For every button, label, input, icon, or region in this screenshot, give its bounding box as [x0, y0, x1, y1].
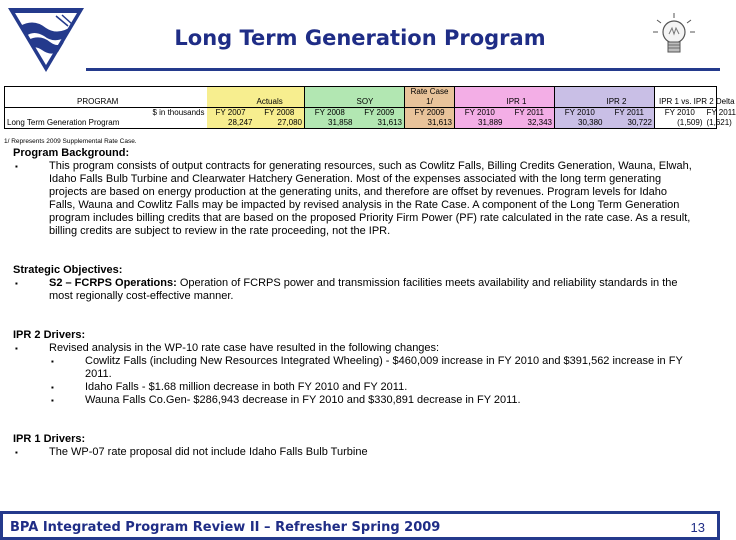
list-item — [13, 342, 693, 355]
col-header: FY 2011 — [505, 108, 555, 119]
col-header: FY 2008 — [255, 108, 305, 119]
header-program: PROGRAM — [77, 97, 119, 106]
list-item — [13, 277, 693, 303]
table-cell: 30,380 — [555, 118, 605, 129]
list-item — [13, 381, 693, 394]
col-header: FY 2010 — [655, 108, 705, 119]
bullet-text: This program consists of output contracts for generating resources, such as Cowlitz Falls, Billing Credits Generation, Wauna, Elwah, Idaho Falls Bulb Turbine and Clearwater Hatchery Generation. Most of the expenses associated with the long term generating projects are based on energy production at the generating units, and therefore are offset by revenues. Program levels for Idaho Falls, Wauna and Cowlitz Falls may be impacted by revised analysis in the Rate Case. A component of the Long Term Generation program includes billing credits that are based on the proposed Priority Firm Power (PF) rate calculated in the rate case. As a result, billing credits are subject to review in the rate proceeding, not the IPR. — [49, 160, 692, 237]
col-header: FY 2008 — [305, 108, 355, 119]
list-item — [13, 160, 693, 238]
col-header: FY 2010 — [555, 108, 605, 119]
table-cell: 31,613 — [405, 118, 455, 129]
page-number: 13 — [690, 520, 705, 535]
bullet-icon: ▪ — [15, 162, 18, 171]
table-cell: 31,613 — [355, 118, 405, 129]
table-cell: 27,080 — [255, 118, 305, 129]
header-ipr2: IPR 2 — [605, 97, 655, 108]
footer-title: BPA Integrated Program Review II – Refresher Spring 2009 — [10, 520, 441, 535]
list-item — [13, 446, 693, 459]
col-header: FY 2007 — [207, 108, 255, 119]
bullet-icon: ▪ — [51, 357, 54, 366]
section-heading: IPR 1 Drivers: — [13, 433, 86, 445]
table-cell: 28,247 — [207, 118, 255, 129]
col-header: FY 2011 — [605, 108, 655, 119]
header-units: $ in thousands — [5, 108, 207, 119]
bullet-text: Wauna Falls Co.Gen- $286,943 decrease in FY 2010 and $330,891 decrease in FY 2011. — [85, 394, 521, 406]
table-footnote: 1/ Represents 2009 Supplemental Rate Case. — [4, 138, 137, 145]
table-cell: 31,858 — [305, 118, 355, 129]
lightbulb-icon — [652, 12, 696, 64]
table-cell: (1,621) — [706, 118, 732, 127]
table-row — [5, 118, 717, 129]
section-heading: Strategic Objectives: — [13, 264, 123, 276]
header-actuals: Actuals — [255, 97, 305, 108]
slide-body — [13, 147, 693, 459]
title-divider — [86, 68, 720, 71]
table-cell: 31,889 — [455, 118, 505, 129]
table-cell: 32,343 — [505, 118, 555, 129]
bullet-text: Revised analysis in the WP-10 rate case have resulted in the following changes: — [49, 342, 440, 354]
bullet-icon: ▪ — [15, 279, 18, 288]
bullet-text: Idaho Falls - $1.68 million decrease in both FY 2010 and FY 2011. — [85, 381, 408, 393]
bullet-icon: ▪ — [15, 448, 18, 457]
header-soy: SOY — [355, 97, 405, 108]
header-ipr1: IPR 1 — [505, 97, 555, 108]
section-heading: Program Background: — [13, 147, 130, 159]
bullet-text: Operation of FCRPS power and transmission facilities meets availability and reliability standards in the most regionally cost-effective manner. — [49, 277, 678, 302]
bullet-icon: ▪ — [51, 396, 54, 405]
section-heading: IPR 2 Drivers: — [13, 329, 86, 341]
page-title: Long Term Generation Program — [174, 26, 546, 50]
row-label: Long Term Generation Program — [7, 118, 120, 127]
table-header-row-2 — [5, 97, 717, 108]
col-header: FY 2009 — [355, 108, 405, 119]
bullet-text: The WP-07 rate proposal did not include Idaho Falls Bulb Turbine — [49, 446, 368, 458]
bullet-text: Cowlitz Falls (including New Resources Integrated Wheeling) - $460,009 increase in FY 2010 and $391,562 increase in FY 2011. — [85, 355, 683, 380]
bullet-icon: ▪ — [15, 344, 18, 353]
table-header-row-1 — [5, 87, 717, 98]
header-rate-case: Rate Case — [405, 87, 455, 98]
table-cell: 30,722 — [605, 118, 655, 129]
table-cell: (1,509) — [655, 118, 705, 129]
table-header-row-3 — [5, 108, 717, 119]
list-item — [13, 355, 693, 381]
col-header: FY 2009 — [405, 108, 455, 119]
program-table — [4, 86, 736, 129]
footer-bar — [0, 511, 720, 540]
list-item — [13, 394, 693, 407]
header-rate-case-note: 1/ — [405, 97, 455, 108]
objective-code: S2 – FCRPS Operations: — [49, 277, 177, 289]
header-delta: IPR 1 vs. IPR 2 Delta — [655, 97, 717, 108]
col-header: FY 2011 — [706, 108, 736, 117]
col-header: FY 2010 — [455, 108, 505, 119]
bullet-icon: ▪ — [51, 383, 54, 392]
